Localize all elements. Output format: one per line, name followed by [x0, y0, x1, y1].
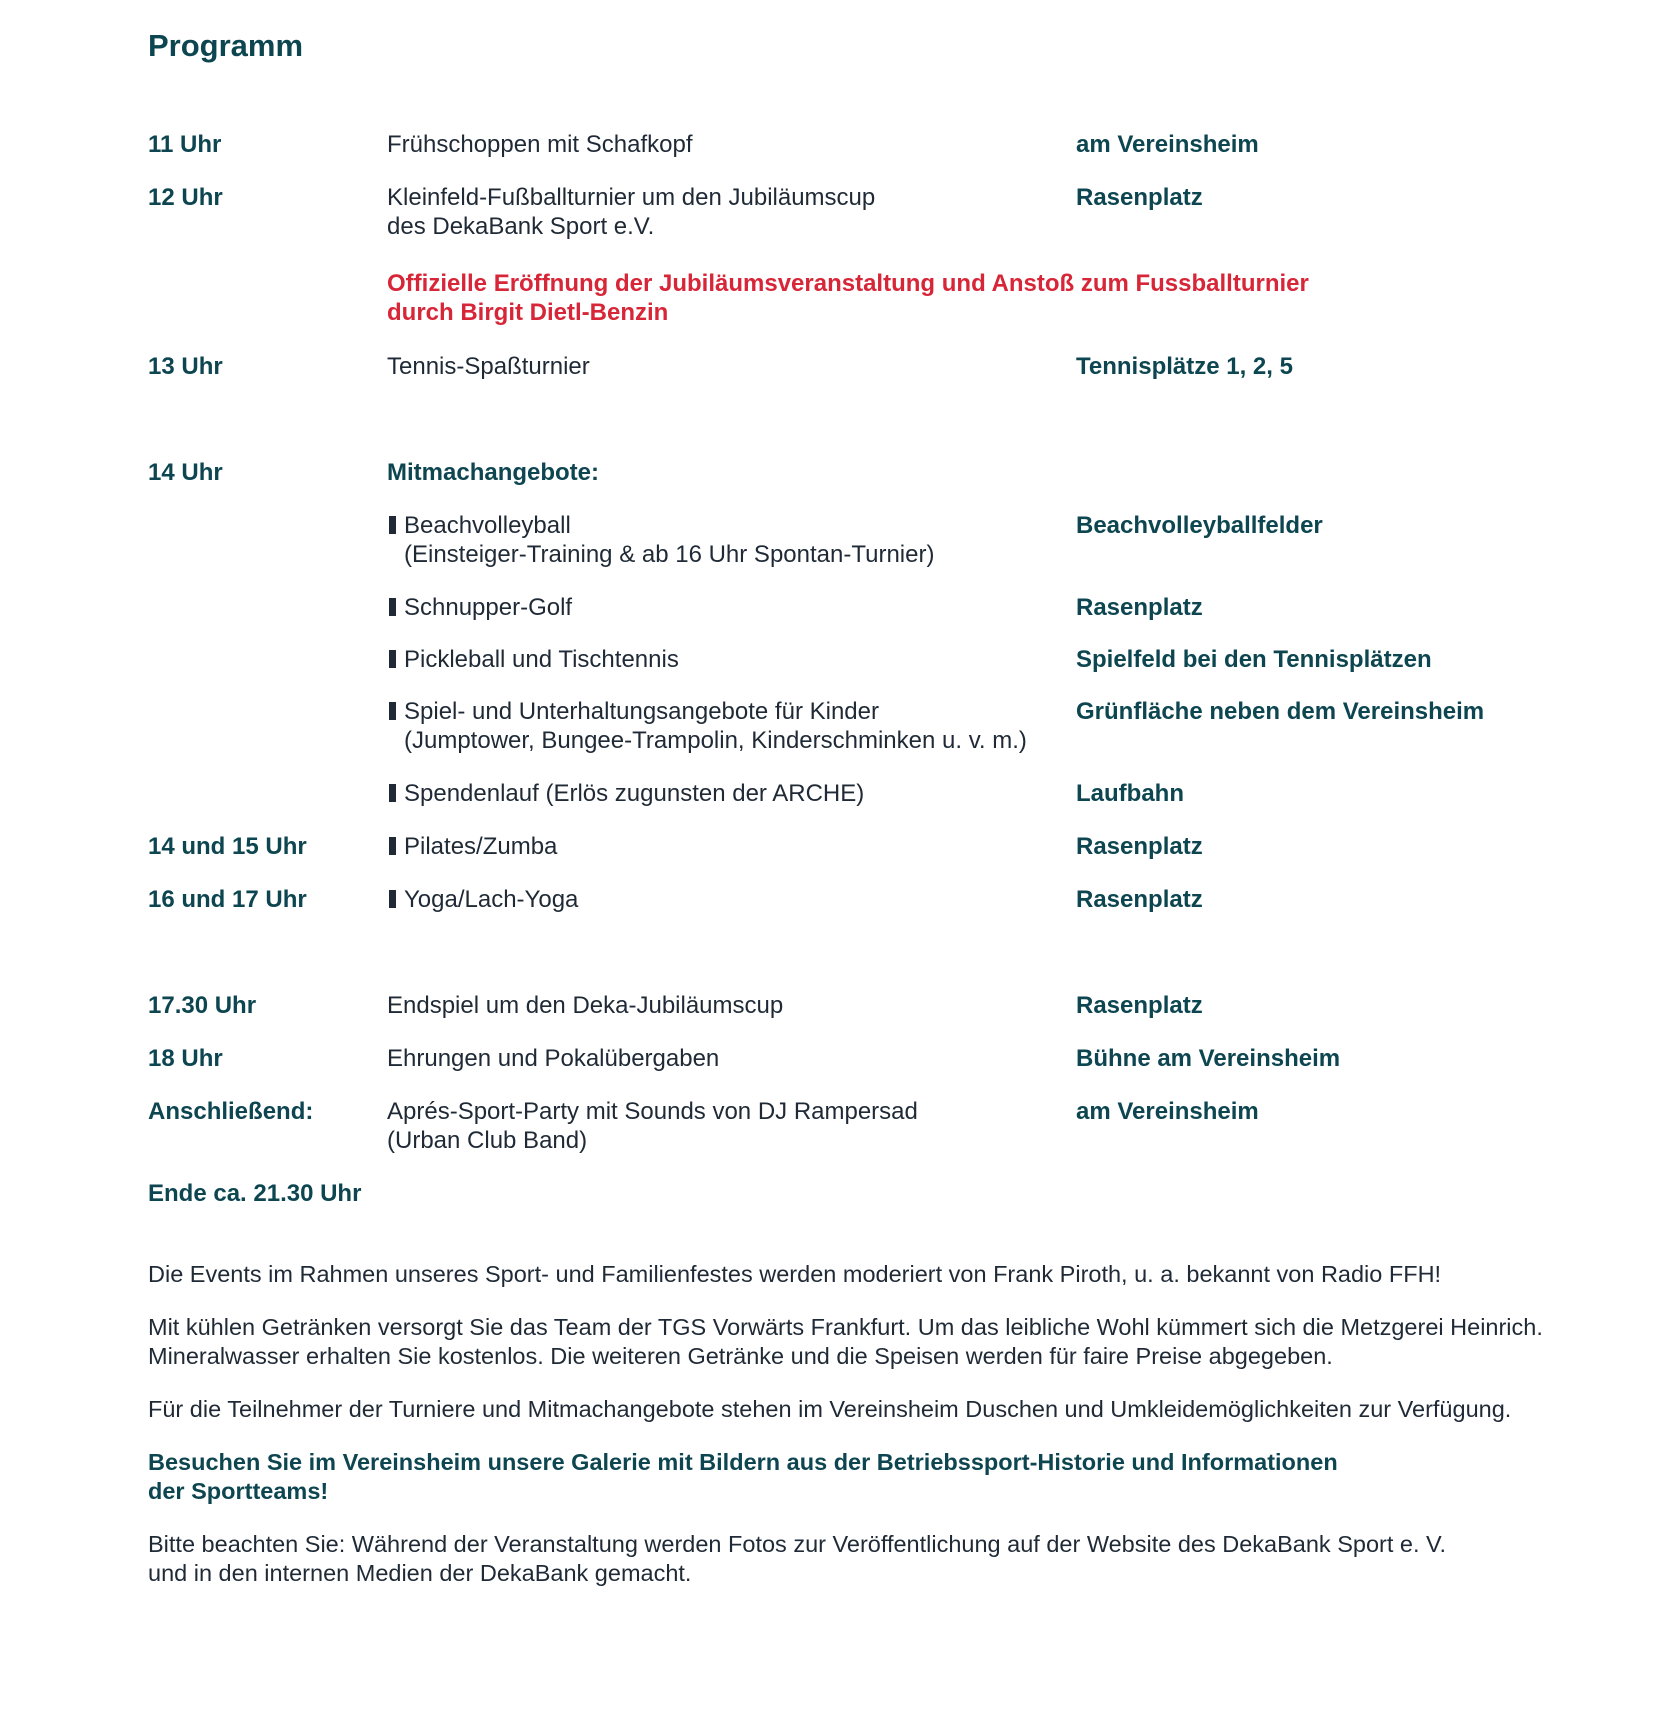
bullet-marker — [389, 702, 396, 720]
row-location: am Vereinsheim — [1076, 1098, 1259, 1125]
row-location: Bühne am Vereinsheim — [1076, 1045, 1341, 1072]
photo-notice: Bitte beachten Sie: Während der Veranstaltung werden Fotos zur Veröffentlichung auf der Website des DekaBank Sport e. V. und in den internen Medien der DekaBank gemacht. — [148, 1531, 1447, 1586]
bullet-marker — [389, 516, 396, 534]
row-description — [387, 779, 1067, 808]
bullet-marker — [389, 784, 396, 802]
list-item: Spiel- und Unterhaltungsangebote für Kinder (Jumptower, Bungee-Trampolin, Kinderschminken u. v. m.) — [387, 697, 1067, 755]
row-description — [387, 697, 1067, 755]
row-description: Frühschoppen mit Schafkopf — [387, 131, 693, 158]
row-location: Grünfläche neben dem Vereinsheim — [1076, 698, 1485, 725]
row-description — [387, 645, 1067, 674]
list-item: Pilates/Zumba — [387, 832, 1067, 861]
row-description: Ehrungen und Pokalübergaben — [387, 1045, 720, 1072]
page-title: Programm — [148, 28, 304, 63]
row-description — [387, 593, 1067, 622]
note-paragraph: Für die Teilnehmer der Turniere und Mitmachangebote stehen im Vereinsheim Duschen und Umkleidemöglichkeiten zur Verfügung. — [148, 1396, 1512, 1422]
note-paragraph: Mit kühlen Getränken versorgt Sie das Team der TGS Vorwärts Frankfurt. Um das leibliche Wohl kümmert sich die Metzgerei Heinrich. Mineralwasser erhalten Sie kostenlos. Die weiteren Getränke und die Speisen werden für faire Preise abgegeben. — [148, 1314, 1543, 1369]
row-location: Beachvolleyballfelder — [1076, 512, 1323, 539]
row-description: Aprés-Sport-Party mit Sounds von DJ Rampersad (Urban Club Band) — [387, 1098, 918, 1154]
row-description — [387, 885, 1067, 914]
row-description — [387, 511, 1067, 569]
row-time: 14 und 15 Uhr — [148, 833, 307, 860]
row-location: Rasenplatz — [1076, 594, 1203, 621]
end-time: Ende ca. 21.30 Uhr — [148, 1180, 362, 1207]
row-time: 12 Uhr — [148, 184, 223, 211]
note-paragraph: Die Events im Rahmen unseres Sport- und Familienfestes werden moderiert von Frank Piroth, u. a. bekannt von Radio FFH! — [148, 1261, 1442, 1287]
bullet-marker — [389, 650, 396, 668]
row-description: Tennis-Spaßturnier — [387, 353, 590, 380]
row-location: Laufbahn — [1076, 780, 1184, 807]
bullet-marker — [389, 890, 396, 908]
row-location: Rasenplatz — [1076, 833, 1203, 860]
opening-text: Offizielle Eröffnung der Jubiläumsveranstaltung und Anstoß zum Fussballturnier durch Birgit Dietl-Benzin — [387, 270, 1309, 326]
bullet-marker — [389, 837, 396, 855]
row-description: Mitmachangebote: — [387, 459, 600, 486]
row-time: 18 Uhr — [148, 1045, 223, 1072]
row-location: Spielfeld bei den Tennisplätzen — [1076, 646, 1432, 673]
list-item: Schnupper-Golf — [387, 593, 1067, 622]
row-description — [387, 832, 1067, 861]
row-time: 16 und 17 Uhr — [148, 886, 307, 913]
gallery-note: Besuchen Sie im Vereinsheim unsere Galerie mit Bildern aus der Betriebssport-Historie und Informationen der Sportteams! — [148, 1449, 1338, 1504]
row-description: Endspiel um den Deka-Jubiläumscup — [387, 992, 784, 1019]
row-time: 17.30 Uhr — [148, 992, 257, 1019]
row-location: Tennisplätze 1, 2, 5 — [1076, 353, 1293, 380]
list-item: Spendenlauf (Erlös zugunsten der ARCHE) — [387, 779, 1067, 808]
row-time: 11 Uhr — [148, 131, 222, 158]
row-location: am Vereinsheim — [1076, 131, 1259, 158]
list-item: Pickleball und Tischtennis — [387, 645, 1067, 674]
row-location: Rasenplatz — [1076, 886, 1203, 913]
row-time: Anschließend: — [148, 1098, 314, 1125]
row-location: Rasenplatz — [1076, 184, 1203, 211]
row-time: 13 Uhr — [148, 353, 223, 380]
bullet-marker — [389, 598, 396, 616]
list-item: Yoga/Lach-Yoga — [387, 885, 1067, 914]
row-location: Rasenplatz — [1076, 992, 1203, 1019]
row-description: Kleinfeld-Fußballturnier um den Jubiläumscup des DekaBank Sport e.V. — [387, 184, 876, 240]
list-item: Beachvolleyball (Einsteiger-Training & ab 16 Uhr Spontan-Turnier) — [387, 511, 1067, 569]
row-time: 14 Uhr — [148, 459, 223, 486]
